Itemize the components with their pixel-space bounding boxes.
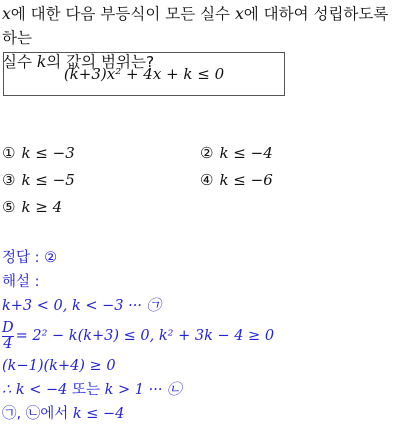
explanation-label	[2, 270, 398, 294]
question-text-part: 의 값의 범위는?	[46, 53, 155, 71]
fraction-numerator: D	[2, 319, 14, 336]
variable-x: x	[2, 5, 11, 23]
solution-section	[2, 246, 398, 426]
step-5-result: k ≤ −4	[68, 406, 125, 422]
variable-k: k	[36, 53, 47, 71]
discriminant-fraction	[2, 321, 14, 352]
variable-x: x	[234, 5, 244, 23]
option-1[interactable]	[2, 144, 75, 162]
option-expression: k ≤ −3	[21, 144, 75, 162]
step-5-prefix: ㉠, ㉡에서	[2, 406, 69, 422]
option-number: ⑤	[2, 198, 16, 216]
option-expression: k ≤ −5	[21, 171, 75, 189]
step-4-part: ∴ k < −4	[2, 382, 72, 398]
solution-step-5	[2, 402, 398, 426]
question-text-part: 에 대하여 성립하도록 하는	[2, 5, 389, 47]
solution-step-2	[2, 318, 398, 354]
option-number: ④	[200, 171, 214, 189]
question-text-part: 실수	[2, 53, 37, 71]
step-2-expression: = 2² − k(k+3) ≤ 0, k² + 3k − 4 ≥ 0	[15, 328, 275, 344]
inequality-expression: (k+3)x² + 4x + k ≤ 0	[63, 65, 225, 83]
explanation-text: 해설 :	[2, 274, 40, 290]
option-5[interactable]	[2, 198, 62, 216]
option-expression: k ≤ −6	[219, 171, 273, 189]
step-4-or: 또는	[71, 382, 100, 398]
answer-text: 정답 : ②	[2, 250, 58, 266]
option-number: ②	[200, 144, 214, 162]
solution-step-1: k+3 < 0, k < −3 ··· ㉠	[2, 298, 162, 314]
question-line-1	[2, 2, 398, 50]
option-4[interactable]	[200, 171, 273, 189]
question-text-part: 에 대한 다음 부등식이 모든 실수	[10, 5, 235, 23]
answer-label	[2, 246, 398, 270]
solution-step-4	[2, 378, 398, 402]
fraction-denominator: 4	[3, 335, 13, 352]
inequality-box	[3, 52, 285, 96]
solution-step-3: (k−1)(k+4) ≥ 0	[2, 358, 116, 374]
option-expression: k ≤ −4	[219, 144, 273, 162]
option-2[interactable]	[200, 144, 273, 162]
option-number: ①	[2, 144, 16, 162]
step-4-part: k > 1 ··· ㉡	[100, 382, 182, 398]
option-number: ③	[2, 171, 16, 189]
option-3[interactable]	[2, 171, 75, 189]
option-expression: k ≥ 4	[21, 198, 63, 216]
